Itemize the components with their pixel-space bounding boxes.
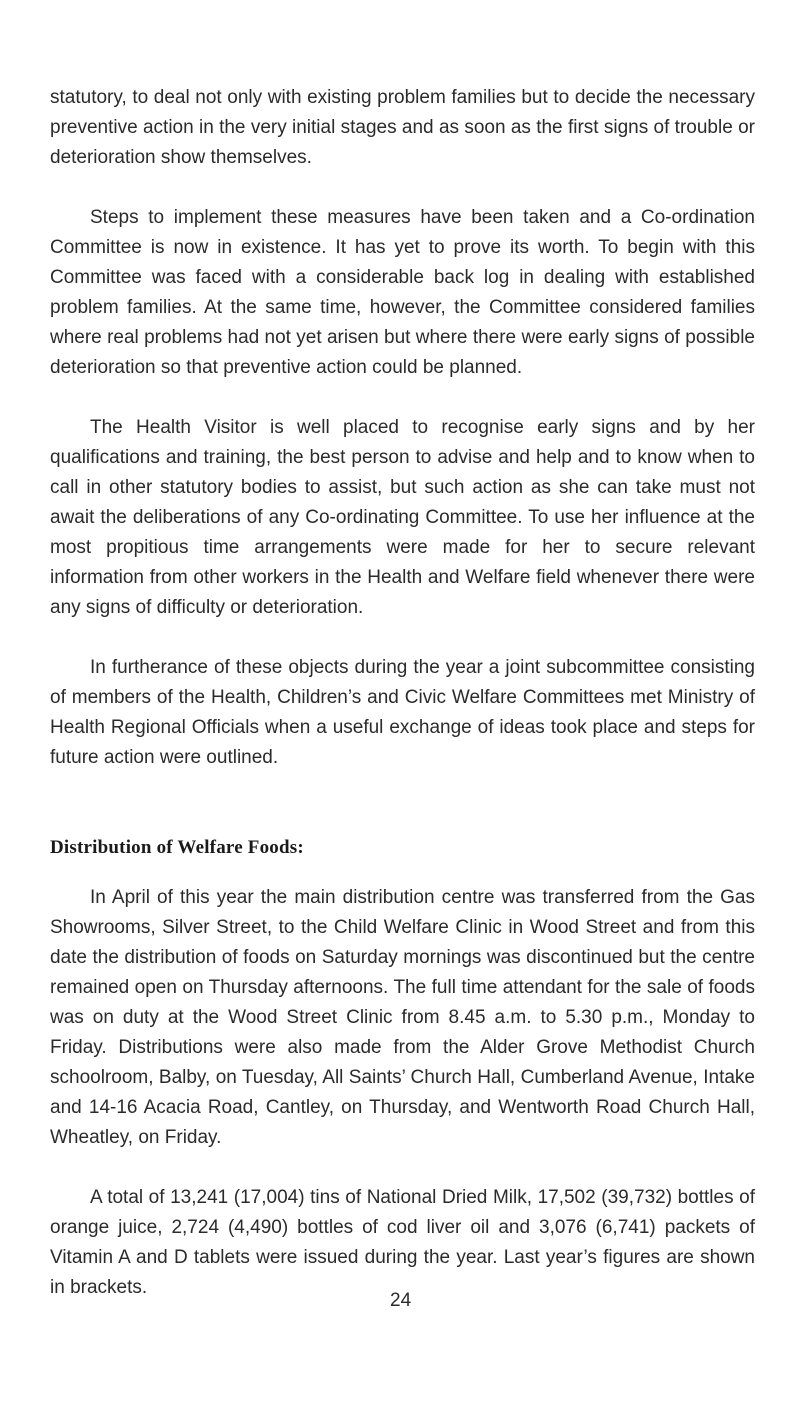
paragraph-joint-subcommittee: In furtherance of these objects during the year a joint subcommittee consisting of members of the Health, Children’s and Civic Welfare Committees met Ministry of Health Regional Officials when a useful exchange of ideas took place and steps for future action were outlined. xyxy=(50,657,755,768)
paragraph-continuation: statutory, to deal not only with existing problem families but to decide the necessary preventive action in the very initial stages and as soon as the first signs of trouble or deterioration show themselves. xyxy=(50,87,755,168)
document-page xyxy=(50,83,755,1303)
paragraph-health-visitor: The Health Visitor is well placed to recognise early signs and by her qualifications and training, the best person to advise and help and to know when to call in other statutory bodies to assist, but such action as she can take must not await the deliberations of any Co-ordinating Committee. To use her influence at the most propitious time arrangements were made for her to secure relevant information from other workers in the Health and Welfare field whenever there were any signs of difficulty or deterioration. xyxy=(50,417,755,618)
page-number: 24 xyxy=(390,1290,412,1311)
paragraph-totals-issued: A total of 13,241 (17,004) tins of National Dried Milk, 17,502 (39,732) bottles of orange juice, 2,724 (4,490) bottles of cod liver oil and 3,076 (6,741) packets of Vitamin A and D tablets were issued during the year. Last year’s figures are shown in brackets. xyxy=(50,1187,755,1298)
paragraph-coordination-committee: Steps to implement these measures have been taken and a Co-ordination Committee is now in existence. It has yet to prove its worth. To begin with this Committee was faced with a considerable back log in dealing with established problem families. At the same time, however, the Committee considered families where real problems had not yet arisen but where there were early signs of possible deterioration so that preventive action could be planned. xyxy=(50,207,755,378)
section-heading-welfare-foods: Distribution of Welfare Foods: xyxy=(50,837,304,858)
paragraph-distribution-centre: In April of this year the main distribution centre was transferred from the Gas Showrooms, Silver Street, to the Child Welfare Clinic in Wood Street and from this date the distribution of foods on Saturday mornings was discontinued but the centre remained open on Thursday afternoons. The full time attendant for the sale of foods was on duty at the Wood Street Clinic from 8.45 a.m. to 5.30 p.m., Monday to Friday. Distributions were also made from the Alder Grove Methodist Church schoolroom, Balby, on Tuesday, All Saints’ Church Hall, Cumberland Avenue, Intake and 14-16 Acacia Road, Cantley, on Thursday, and Wentworth Road Church Hall, Wheatley, on Friday. xyxy=(50,887,755,1148)
